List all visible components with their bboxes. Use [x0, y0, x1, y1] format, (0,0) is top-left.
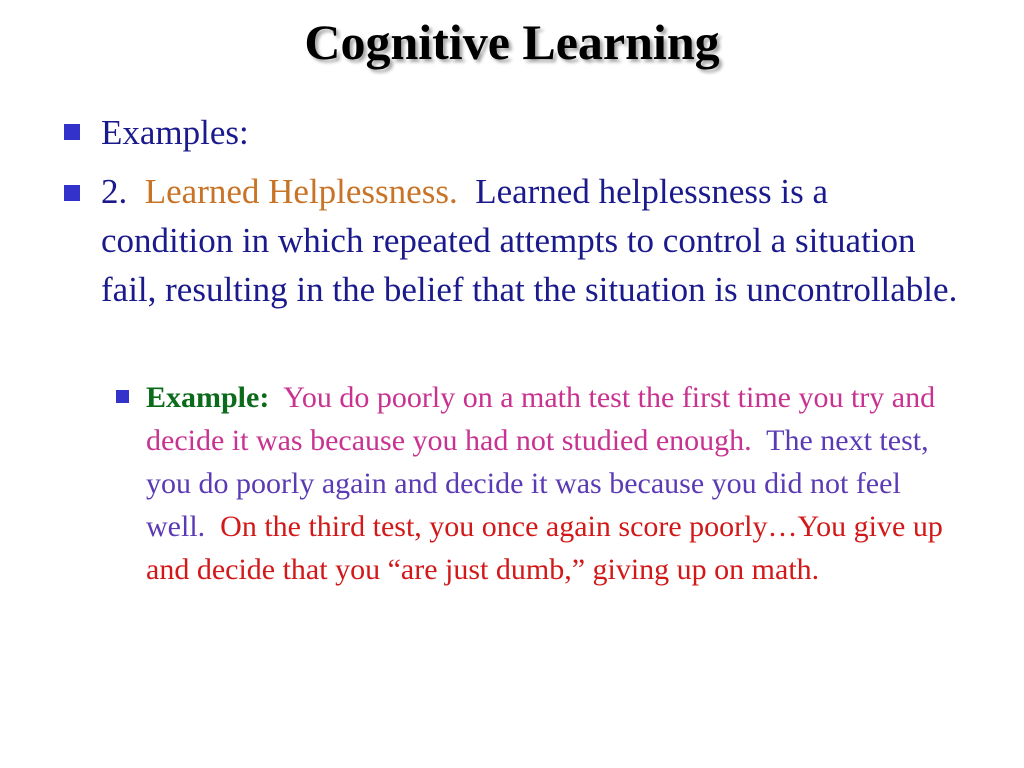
bullet-learned-helplessness	[64, 167, 964, 314]
bullet-examples	[64, 108, 964, 157]
bullet-number: 2.	[101, 172, 128, 211]
bullet-body: Learned helplessness is a condition in which repeated attempts to control a situation fail, resulting in the belief that the situation is uncontrollable.	[101, 172, 958, 309]
example-part-3: On the third test, you once again score poorly…You give up and decide that you “are just dumb,” giving up on math.	[146, 510, 943, 586]
example-part-2: The next test, you do poorly again and decide it was because you did not feel well.	[146, 424, 929, 543]
square-bullet-icon	[64, 185, 80, 201]
slide-title: Cognitive Learning	[304, 14, 720, 70]
sub-bullet-text	[146, 376, 946, 591]
example-label: Example:	[146, 381, 270, 414]
sub-bullet-example	[116, 376, 946, 591]
bullet-text	[101, 167, 964, 314]
example-part-1: You do poorly on a math test the first time you try and decide it was because you had not studied enough.	[146, 381, 936, 457]
square-bullet-icon	[64, 124, 80, 140]
square-bullet-icon	[116, 390, 129, 403]
bullet-text: Examples:	[101, 113, 249, 152]
bullet-heading: Learned Helplessness.	[144, 172, 458, 211]
